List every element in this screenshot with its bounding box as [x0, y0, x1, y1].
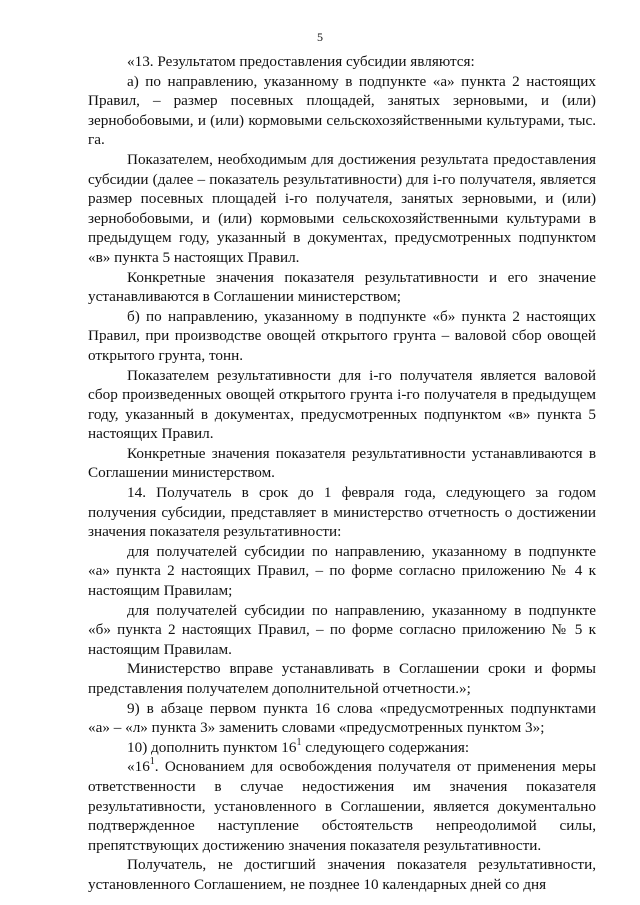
paragraph-14: 14. Получатель в срок до 1 февраля года, следующего за годом получения субсидии, представляет в министерство отчетность о достижении значения показателя результативности: [88, 484, 596, 541]
paragraph-indicator-a: Показателем, необходимым для достижения результата предоставления субсидии (далее – показатель результативности) для i-го получателя, является размер посевных площадей i-го получателя, занятых зерновыми, и (или) зернобобовыми, и (или) кормовыми сельскохозяйственными культурами в предыдущем году, указанный в документах, предусмотренных подпунктом «в» пункта 5 настоящих Правил. [88, 150, 596, 266]
paragraph-13a: а) по направлению, указанному в подпункте «а» пункта 2 настоящих Правил, – размер посевных площадей, занятых зерновыми, и (или) зернобобовыми, и (или) кормовыми сельскохозяйственными культурами, тыс. га. [88, 72, 596, 149]
paragraph-report-a: для получателей субсидии по направлению, указанному в подпункте «а» пункта 2 настоящих Правил, – по форме согласно приложению № 4 к настоящим Правилам; [88, 542, 596, 600]
superscript: 1 [149, 756, 155, 768]
paragraph-report-b: для получателей субсидии по направлению, указанному в подпункте «б» пункта 2 настоящих Правил, – по форме согласно приложению № 5 к настоящим Правилам. [88, 601, 596, 658]
body-text [88, 52, 596, 895]
paragraph-values-a: Конкретные значения показателя результативности и его значение устанавливаются в Соглашении министерством; [88, 268, 596, 306]
paragraph-indicator-b: Показателем результативности для i-го получателя является валовой сбор произведенных овощей открытого грунта i-го получателя в предыдущем году, указанный в документах, предусмотренных подпунктом «в» пункта 5 настоящих Правил. [88, 366, 596, 443]
superscript: 1 [296, 736, 302, 748]
clause-16-1-number: «16 [127, 758, 150, 776]
paragraph-amendment-9: 9) в абзаце первом пункта 16 слова «предусмотренных подпунктами «а» – «л» пункта 3» заменить словами «предусмотренных пунктом 3»; [88, 699, 596, 737]
paragraph-13: «13. Результатом предоставления субсидии являются: [127, 53, 475, 70]
clause-16-1-text: . Основанием для освобождения получателя от применения меры ответственности в случае недостижения им значения показателя результативности, установленного в Соглашении, является документально подтвержденное наступление обстоятельств непреодолимой силы, препятствующих достижению значения показателя результативности. [88, 758, 596, 854]
paragraph-16-1 [88, 757, 596, 855]
amendment-10-text: 10) дополнить пунктом 16 [127, 738, 297, 756]
paragraph-amendment-10 [88, 738, 596, 758]
paragraph-recipient: Получатель, не достигший значения показателя результативности, установленного Соглашением, не позднее 10 календарных дней со дня [88, 856, 596, 893]
paragraph-13b: б) по направлению, указанному в подпункте «б» пункта 2 настоящих Правил, при производстве овощей открытого грунта – валовой сбор овощей открытого грунта, тонн. [88, 307, 596, 364]
amendment-10-text-end: следующего содержания: [301, 738, 470, 756]
paragraph-values-b: Конкретные значения показателя результативности устанавливаются в Соглашении министерством. [88, 444, 596, 482]
paragraph-additional-reporting: Министерство вправе устанавливать в Соглашении сроки и формы представления получателем дополнительной отчетности.»; [88, 660, 596, 697]
page-number: 5 [317, 30, 323, 44]
